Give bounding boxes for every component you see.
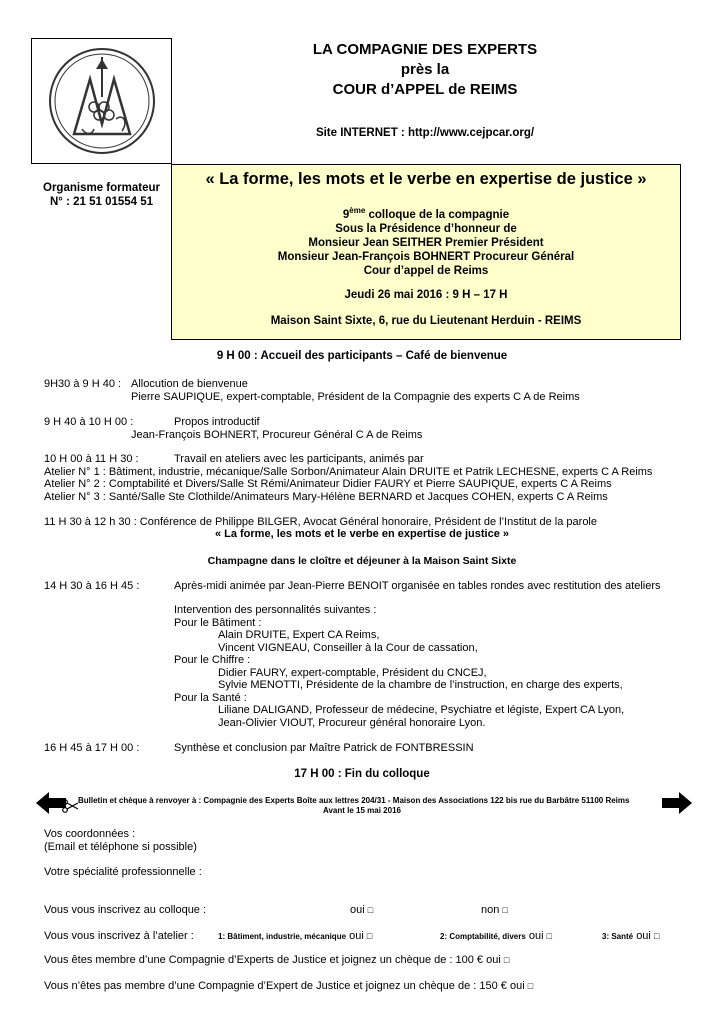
atelier-3-checkbox[interactable]: □ xyxy=(653,931,660,941)
chiffre-label: Pour le Chiffre : xyxy=(174,654,251,666)
organization-name xyxy=(172,40,678,100)
org-line-3: COUR d’APPEL de REIMS xyxy=(332,81,518,98)
colloque-number: 9 xyxy=(342,208,350,221)
atelier-1-label: 1: Bâtiment, industrie, mécanique xyxy=(218,932,347,941)
atelier-1-checkbox[interactable]: □ xyxy=(366,931,373,941)
s1-title: Allocution de bienvenue xyxy=(131,378,248,390)
procureur-line: Monsieur Jean-François BOHNERT Procureur Général xyxy=(277,250,575,263)
s3-title: Travail en ateliers avec les participants, animés par xyxy=(174,453,424,465)
logo-box xyxy=(31,38,172,164)
banner-deadline: Avant le 15 mai 2016 xyxy=(323,806,401,815)
s1-detail: Pierre SAUPIQUE, expert-comptable, Président de la Compagnie des experts C A de Reims xyxy=(131,391,580,403)
colloque-non-option[interactable] xyxy=(481,904,508,916)
colloque-oui-option[interactable] xyxy=(350,904,373,916)
sante-person-1: Liliane DALIGAND, Professeur de médecine, Psychiatre et légiste, Expert CA Lyon, xyxy=(218,704,625,716)
inscription-atelier-label: Vous vous inscrivez à l’atelier : xyxy=(44,930,194,942)
atelier-2-oui: oui xyxy=(528,930,544,942)
sante-person-2: Jean-Olivier VIOUT, Procureur général honoraire Lyon. xyxy=(218,717,486,729)
event-details xyxy=(171,204,681,328)
membre-checkbox[interactable]: □ xyxy=(503,955,510,965)
s6-title: Synthèse et conclusion par Maître Patrick de FONTBRESSIN xyxy=(174,742,474,754)
cour-line: Cour d’appel de Reims xyxy=(363,264,489,277)
colloque-oui-checkbox[interactable]: □ xyxy=(367,905,374,915)
chiffre-person-1: Didier FAURY, expert-comptable, Président du CNCEJ, xyxy=(218,667,487,679)
batiment-person-2: Vincent VIGNEAU, Conseiller à la Cour de cassation, xyxy=(218,642,478,654)
non-membre-checkbox[interactable]: □ xyxy=(527,981,534,991)
membre-label: Vous êtes membre d’une Compagnie d’Experts de Justice et joignez un chèque de : 100 € oui xyxy=(44,954,501,966)
atelier-3-label: 3: Santé xyxy=(602,932,634,941)
s4-line: 11 H 30 à 12 h 30 : Conférence de Philippe BILGER, Avocat Général honoraire, Président de l’Institut de la parole xyxy=(44,516,597,528)
return-banner xyxy=(0,790,724,820)
atelier-1-oui: oui xyxy=(349,930,364,942)
lunch-heading: Champagne dans le cloître et déjeuner à la Maison Saint Sixte xyxy=(207,555,517,567)
s1-time: 9H30 à 9 H 40 : xyxy=(44,378,122,390)
atelier-2-option[interactable] xyxy=(440,930,552,942)
right-arrow-icon xyxy=(662,792,692,814)
atelier-3-oui: oui xyxy=(636,930,651,942)
batiment-label: Pour le Bâtiment : xyxy=(174,617,262,629)
accueil-heading: 9 H 00 : Accueil des participants – Café de bienvenue xyxy=(216,350,508,362)
membre-option[interactable] xyxy=(44,954,509,966)
organisme-label: Organisme formateur xyxy=(43,182,160,194)
premier-president-line: Monsieur Jean SEITHER Premier Président xyxy=(308,236,544,249)
colloque-rest: colloque de la compagnie xyxy=(365,208,510,221)
fin-heading: 17 H 00 : Fin du colloque xyxy=(294,768,430,780)
s6-time: 16 H 45 à 17 H 00 : xyxy=(44,742,140,754)
org-line-1: LA COMPAGNIE DES EXPERTS xyxy=(312,41,538,58)
organisme-formateur xyxy=(31,181,172,209)
colloque-oui-label: oui xyxy=(350,904,365,916)
event-place: Maison Saint Sixte, 6, rue du Lieutenant Herduin - REIMS xyxy=(270,314,582,327)
non-membre-option[interactable] xyxy=(44,980,533,992)
s3-time: 10 H 00 à 11 H 30 : xyxy=(44,453,139,465)
chiffre-person-2: Sylvie MENOTTI, Présidente de la chambre de l’instruction, en charge des experts, xyxy=(218,679,623,691)
intervention-heading: Intervention des personnalités suivantes : xyxy=(174,604,377,616)
atelier-2-checkbox[interactable]: □ xyxy=(546,931,553,941)
atelier-1-line: Atelier N° 1 : Bâtiment, industrie, mécanique/Salle Sorbon/Animateur Alain DRUITE et Patrik LECHESNE, experts C A Reims xyxy=(44,466,653,478)
inscription-colloque-label: Vous vous inscrivez au colloque : xyxy=(44,904,207,916)
presidence-line: Sous la Présidence d’honneur de xyxy=(335,222,517,235)
s5-title: Après-midi animée par Jean-Pierre BENOIT organisée en tables rondes avec restitution des ateliers xyxy=(174,580,661,592)
event-date: Jeudi 26 mai 2016 : 9 H – 17 H xyxy=(344,288,508,301)
atelier-1-option[interactable] xyxy=(218,930,372,942)
org-line-2: près la xyxy=(400,61,450,78)
atelier-2-line: Atelier N° 2 : Comptabilité et Divers/Salle St Rémi/Animateur Didier FAURY et Pierre SAUPIQUE, experts C A Reims xyxy=(44,478,612,490)
event-title: « La forme, les mots et le verbe en expertise de justice » xyxy=(205,170,647,188)
s5-time: 14 H 30 à 16 H 45 : xyxy=(44,580,140,592)
s2-detail: Jean-François BOHNERT, Procureur Général C A de Reims xyxy=(131,429,423,441)
s4-title: « La forme, les mots et le verbe en expertise de justice » xyxy=(214,528,510,540)
company-seal-logo xyxy=(32,39,173,165)
organisme-number: N° : 21 51 01554 51 xyxy=(49,196,154,208)
atelier-3-line: Atelier N° 3 : Santé/Salle Ste Clothilde/Animateurs Mary-Hélène BERNARD et Jacques COHEN, experts C A Reims xyxy=(44,491,608,503)
banner-address: Bulletin et chèque à renvoyer à : Compagnie des Experts Boîte aux lettres 204/31 - Maison des Associations 122 bis rue du Barbâtre 51100 Reims xyxy=(78,796,630,805)
atelier-2-label: 2: Comptabilité, divers xyxy=(440,932,526,941)
colloque-non-checkbox[interactable]: □ xyxy=(502,905,508,915)
coordonnees-label: Vos coordonnées : xyxy=(44,828,136,840)
coordonnees-hint: (Email et téléphone si possible) xyxy=(44,841,197,853)
sante-label: Pour la Santé : xyxy=(174,692,247,704)
colloque-sup: ème xyxy=(349,206,366,215)
colloque-non-label: non xyxy=(481,904,500,916)
website-line: Site INTERNET : http://www.cejpcar.org/ xyxy=(315,127,535,139)
specialite-label: Votre spécialité professionnelle : xyxy=(44,866,202,878)
atelier-3-option[interactable] xyxy=(602,930,659,942)
batiment-person-1: Alain DRUITE, Expert CA Reims, xyxy=(218,629,380,641)
s2-title: Propos introductif xyxy=(174,416,260,428)
colloque-line xyxy=(171,204,681,222)
non-membre-label: Vous n’êtes pas membre d’une Compagnie d’Expert de Justice et joignez un chèque de : 150 € oui xyxy=(44,980,525,992)
s2-time: 9 H 40 à 10 H 00 : xyxy=(44,416,134,428)
